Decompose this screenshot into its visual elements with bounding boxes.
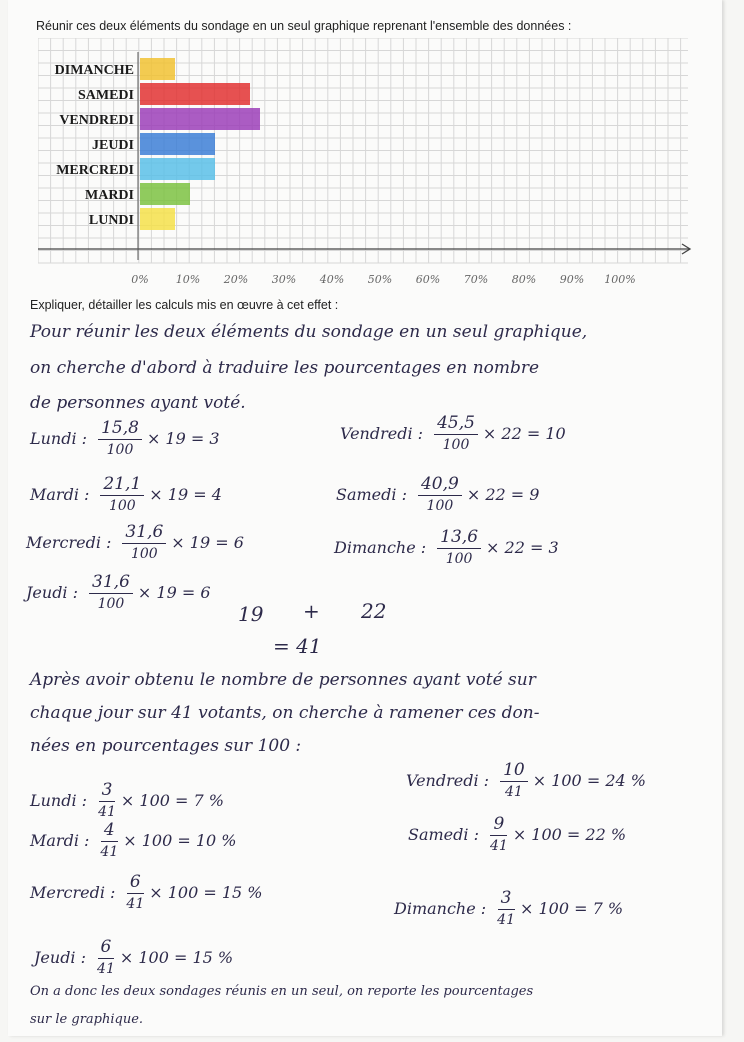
calc-result: × 100 = 7 % — [120, 790, 224, 810]
calc1-vendredi — [340, 413, 566, 453]
sum-op: + — [303, 599, 320, 623]
fraction-numerator: 15,8 — [98, 418, 142, 440]
conclusion-line-1: On a donc les deux sondages réunis en un seul, on reporte les pourcentages — [30, 984, 534, 999]
fraction — [98, 418, 142, 458]
fraction — [500, 760, 528, 800]
calc-result: × 100 = 15 % — [119, 947, 234, 967]
fraction — [126, 872, 144, 912]
paragraph-2-line-2: chaque jour sur 41 votants, on cherche à ramener ces don- — [30, 703, 540, 723]
fraction-denominator: 41 — [489, 838, 508, 854]
fraction-denominator: 41 — [98, 804, 116, 820]
fraction-denominator: 41 — [504, 784, 523, 800]
x-tick-label: 70% — [463, 273, 489, 286]
calc-label: Mardi : — [30, 484, 90, 504]
fraction — [490, 814, 508, 854]
calc-result: × 22 = 3 — [486, 537, 559, 557]
fraction-numerator: 40,9 — [418, 474, 462, 496]
bar-mercredi — [140, 158, 215, 180]
paragraph-1-line-1: Pour réunir les deux éléments du sondage en un seul graphique, — [30, 322, 588, 342]
fraction-denominator: 41 — [497, 912, 515, 928]
instruction-text: Réunir ces deux éléments du sondage en un seul graphique reprenant l'ensemble des données : — [36, 19, 572, 33]
grid-paper — [38, 38, 688, 263]
calc1-jeudi — [26, 572, 211, 612]
bar-chart — [38, 38, 698, 290]
bar-vendredi — [140, 108, 260, 130]
fraction-numerator: 31,6 — [89, 572, 133, 594]
calc-label: Samedi : — [408, 824, 479, 844]
calc-result: × 100 = 22 % — [512, 824, 627, 844]
fraction-numerator: 6 — [98, 937, 115, 959]
fraction-numerator: 4 — [101, 820, 118, 842]
calc-result: × 19 = 6 — [137, 582, 211, 602]
x-tick-label: 20% — [223, 273, 249, 286]
x-tick-label: 0% — [131, 273, 149, 286]
fraction-denominator: 100 — [97, 596, 125, 612]
fraction-numerator: 21,1 — [100, 474, 144, 496]
fraction — [97, 937, 115, 977]
paragraph-2-line-3: nées en pourcentages sur 100 : — [30, 736, 302, 756]
x-tick-label: 40% — [319, 273, 345, 286]
calc-label: Vendredi : — [406, 770, 490, 790]
calc2-jeudi — [34, 937, 233, 977]
fraction — [437, 527, 481, 567]
fraction-numerator: 3 — [99, 780, 116, 802]
calc-label: Dimanche : — [334, 537, 427, 557]
calc2-vendredi — [406, 760, 646, 800]
conclusion-line-2: sur le graphique. — [30, 1012, 144, 1027]
calc-result: × 100 = 7 % — [520, 898, 624, 918]
calc-label: Mercredi : — [30, 882, 116, 902]
x-ticks — [131, 273, 635, 286]
sum-b: 22 — [361, 599, 387, 623]
calc-result: × 19 = 3 — [146, 428, 220, 448]
bar-jeudi — [140, 133, 215, 155]
fraction — [434, 413, 478, 453]
fraction — [100, 820, 118, 860]
day-label-dimanche: DIMANCHE — [54, 63, 134, 78]
paragraph-1-line-2: on cherche d'abord à traduire les pourcentages en nombre — [30, 358, 540, 378]
calc2-samedi — [408, 814, 626, 854]
calc-label: Lundi : — [30, 428, 88, 448]
x-tick-label: 90% — [559, 273, 585, 286]
fraction-numerator: 13,6 — [437, 527, 481, 549]
bar-mardi — [140, 183, 190, 205]
bars-group — [140, 58, 260, 230]
day-label-lundi: LUNDI — [88, 213, 134, 228]
fraction-denominator: 41 — [97, 961, 115, 977]
fraction-numerator: 6 — [127, 872, 144, 894]
bar-lundi — [140, 208, 175, 230]
calc1-mardi — [30, 474, 222, 514]
x-tick-label: 60% — [415, 273, 441, 286]
calc2-lundi — [30, 780, 224, 820]
calc-label: Mercredi : — [26, 532, 112, 552]
calc1-lundi — [30, 418, 220, 458]
fraction-denominator: 100 — [130, 546, 158, 562]
fraction-numerator: 3 — [498, 888, 515, 910]
calc1-samedi — [336, 474, 539, 514]
x-tick-label: 100% — [604, 273, 636, 286]
calc-label: Lundi : — [30, 790, 88, 810]
calc-result: × 19 = 6 — [171, 532, 244, 552]
x-tick-label: 10% — [175, 273, 201, 286]
calc-label: Jeudi : — [34, 947, 87, 967]
calc-result: × 100 = 10 % — [123, 830, 237, 850]
fraction — [497, 888, 515, 928]
day-label-mardi: MARDI — [85, 188, 134, 203]
sum-result: = 41 — [273, 634, 322, 658]
fraction-denominator: 100 — [426, 498, 454, 514]
fraction — [100, 474, 144, 514]
fraction-denominator: 100 — [442, 437, 470, 453]
calc-result: × 100 = 24 % — [532, 770, 646, 790]
fraction — [122, 522, 166, 562]
calc2-mardi — [30, 820, 237, 860]
x-tick-label: 30% — [271, 273, 297, 286]
fraction-numerator: 45,5 — [434, 413, 478, 435]
fraction-denominator: 41 — [100, 844, 119, 860]
fraction-denominator: 41 — [126, 896, 145, 912]
fraction — [89, 572, 133, 612]
x-tick-label: 50% — [367, 273, 393, 286]
day-label-samedi: SAMEDI — [77, 88, 134, 103]
fraction-numerator: 10 — [500, 760, 528, 782]
calc-label: Samedi : — [336, 484, 407, 504]
calc-label: Mardi : — [30, 830, 90, 850]
paragraph-2-line-1: Après avoir obtenu le nombre de personnes ayant voté sur — [30, 670, 536, 690]
bar-samedi — [140, 83, 250, 105]
fraction — [418, 474, 462, 514]
calc-label: Jeudi : — [26, 582, 79, 602]
paragraph-1-line-3: de personnes ayant voté. — [30, 393, 246, 413]
day-label-vendredi: VENDREDI — [59, 113, 134, 128]
fraction-denominator: 100 — [106, 442, 134, 458]
explain-prompt: Expliquer, détailler les calculs mis en œuvre à cet effet : — [30, 298, 339, 312]
fraction-numerator: 9 — [490, 814, 507, 836]
fraction-denominator: 100 — [445, 551, 473, 567]
fraction-denominator: 100 — [108, 498, 136, 514]
x-tick-label: 80% — [511, 273, 537, 286]
calc1-mercredi — [26, 522, 244, 562]
bar-dimanche — [140, 58, 175, 80]
day-label-mercredi: MERCREDI — [56, 163, 134, 178]
fraction-numerator: 31,6 — [122, 522, 166, 544]
sum-a: 19 — [238, 602, 264, 626]
calc-label: Dimanche : — [394, 898, 487, 918]
day-label-jeudi: JEUDI — [91, 138, 134, 153]
fraction — [98, 780, 116, 820]
calc-result: × 22 = 9 — [466, 484, 540, 504]
calc-result: × 22 = 10 — [482, 423, 566, 443]
calc-label: Vendredi : — [340, 423, 424, 443]
calc1-dimanche — [334, 527, 559, 567]
worksheet-page — [8, 0, 722, 1036]
calc-result: × 100 = 15 % — [149, 882, 263, 902]
calc-result: × 19 = 4 — [149, 484, 222, 504]
calc2-dimanche — [394, 888, 623, 928]
calc2-mercredi — [30, 872, 263, 912]
